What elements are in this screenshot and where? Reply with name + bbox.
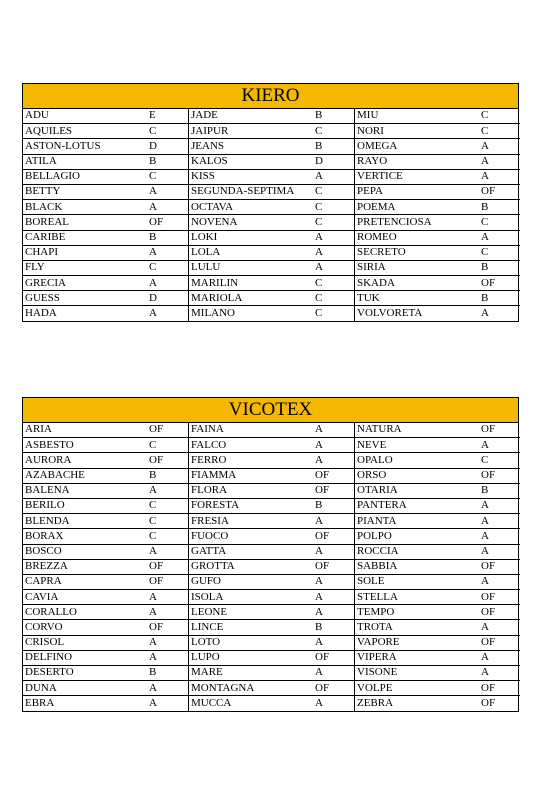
item-code: OF (145, 559, 189, 574)
item-name: TUK (355, 291, 478, 306)
item-name: VOLPE (355, 681, 478, 696)
item-code: OF (477, 681, 520, 696)
item-code: C (311, 215, 355, 230)
item-name: LINCE (189, 620, 312, 635)
item-code: B (477, 291, 520, 306)
item-name: MIU (355, 109, 478, 124)
item-code: B (145, 666, 189, 681)
item-code: A (311, 605, 355, 620)
item-code: A (311, 544, 355, 559)
item-code: A (481, 306, 489, 319)
item-code: D (145, 291, 189, 306)
item-code: A (477, 438, 520, 453)
table-title: KIERO (23, 84, 518, 109)
item-name: ROCCIA (355, 544, 478, 559)
item-name: VISONE (355, 666, 478, 681)
item-code: C (145, 124, 189, 139)
item-code: A (145, 483, 189, 498)
item-name: MARIOLA (189, 291, 312, 306)
item-code: OF (477, 559, 520, 574)
item-name: OTARIA (355, 483, 478, 498)
item-code: OF (145, 423, 189, 438)
item-code: A (477, 650, 520, 665)
item-name: VOLVORETA (357, 306, 423, 319)
item-name: NOVENA (189, 215, 312, 230)
item-name: CORVO (23, 620, 145, 635)
table-row (23, 635, 520, 650)
item-name: LULU (189, 260, 312, 275)
item-name: BLENDA (23, 514, 145, 529)
item-code: A (145, 590, 189, 605)
item-name: FAINA (189, 423, 312, 438)
item-code: OF (477, 184, 520, 199)
item-name: ASTON-LOTUS (23, 139, 145, 154)
item-code: OF (145, 453, 189, 468)
item-name: EBRA (25, 696, 55, 709)
item-code: A (311, 245, 355, 260)
item-code: A (145, 184, 189, 199)
item-name: OMEGA (355, 139, 478, 154)
item-name: RAYO (355, 154, 478, 169)
item-name: GROTTA (189, 559, 312, 574)
item-name: AZABACHE (23, 468, 145, 483)
item-code: OF (477, 590, 520, 605)
item-name: CRISOL (23, 635, 145, 650)
item-code: C (477, 245, 520, 260)
table-row (23, 423, 520, 438)
item-name: PRETENCIOSA (355, 215, 478, 230)
item-code: A (311, 260, 355, 275)
item-code: OF (477, 468, 520, 483)
item-code: B (311, 620, 355, 635)
item-code: A (311, 574, 355, 589)
table-row (23, 620, 520, 635)
item-name: MONTAGNA (189, 681, 312, 696)
table-row (23, 154, 520, 169)
item-code: C (477, 215, 520, 230)
item-name: GUFO (189, 574, 312, 589)
item-name: CAPRA (23, 574, 145, 589)
table-row (23, 109, 520, 124)
item-code: C (477, 109, 520, 124)
table-row (23, 169, 520, 184)
item-code: A (311, 514, 355, 529)
vicotex-table-body (23, 423, 520, 711)
item-code: A (145, 306, 189, 321)
item-code: C (311, 306, 355, 321)
item-name: MARE (189, 666, 312, 681)
item-name: SEGUNDA-SEPTIMA (189, 184, 312, 199)
item-name: GATTA (189, 544, 312, 559)
item-name: LOTO (189, 635, 312, 650)
table-row (23, 124, 520, 139)
item-name: NORI (355, 124, 478, 139)
item-code: B (311, 109, 355, 124)
item-code: A (145, 681, 189, 696)
item-code: OF (311, 468, 355, 483)
item-name: FERRO (189, 453, 312, 468)
item-code: B (311, 498, 355, 513)
item-code: C (145, 529, 189, 544)
item-code: A (311, 453, 355, 468)
item-code: D (145, 139, 189, 154)
item-name: MUCCA (191, 696, 232, 709)
table-row (23, 200, 520, 215)
table-row (23, 650, 520, 665)
item-code: B (477, 483, 520, 498)
table-row (23, 605, 520, 620)
item-name: DESERTO (23, 666, 145, 681)
item-name: JAIPUR (189, 124, 312, 139)
item-code: A (311, 423, 355, 438)
table-row (23, 230, 520, 245)
item-name: BERILO (23, 498, 145, 513)
item-name: ROMEO (355, 230, 478, 245)
item-name: NATURA (355, 423, 478, 438)
item-code: A (145, 605, 189, 620)
item-name: KALOS (189, 154, 312, 169)
item-name: MILANO (191, 306, 235, 319)
item-code: A (477, 529, 520, 544)
item-name: ORSO (355, 468, 478, 483)
table-row (23, 590, 520, 605)
item-name: AQUILES (23, 124, 145, 139)
table-row (23, 215, 520, 230)
item-name: JEANS (189, 139, 312, 154)
item-name: ZEBRA (357, 696, 394, 709)
table-row (23, 276, 520, 291)
item-code: A (311, 696, 355, 711)
table-row (23, 453, 520, 468)
item-name: BELLAGIO (23, 169, 145, 184)
item-name: BORAX (23, 529, 145, 544)
item-name: JADE (189, 109, 312, 124)
item-name: ADU (23, 109, 145, 124)
item-code: A (477, 154, 520, 169)
item-code: A (145, 245, 189, 260)
item-name: FORESTA (189, 498, 312, 513)
item-name: TROTA (355, 620, 478, 635)
item-code: OF (477, 635, 520, 650)
item-code: OF (311, 529, 355, 544)
item-code: A (477, 620, 520, 635)
item-code: A (477, 498, 520, 513)
item-name: CORALLO (23, 605, 145, 620)
item-name: CHAPI (23, 245, 145, 260)
item-name: PEPA (355, 184, 478, 199)
item-code: OF (311, 650, 355, 665)
item-name: LEONE (189, 605, 312, 620)
item-code: C (311, 184, 355, 199)
item-name: LUPO (189, 650, 312, 665)
item-name: ASBESTO (23, 438, 145, 453)
item-name: TEMPO (355, 605, 478, 620)
item-code: A (311, 590, 355, 605)
item-code: A (477, 230, 520, 245)
item-code: A (311, 666, 355, 681)
item-name: LOKI (189, 230, 312, 245)
item-code: C (145, 514, 189, 529)
item-code: C (145, 498, 189, 513)
item-code: B (145, 154, 189, 169)
item-code: OF (145, 215, 189, 230)
table-row (23, 184, 520, 199)
item-code: D (311, 154, 355, 169)
item-name: AURORA (23, 453, 145, 468)
item-name: BREZZA (23, 559, 145, 574)
item-name: CAVIA (23, 590, 145, 605)
table-row (23, 260, 520, 275)
item-name: BALENA (23, 483, 145, 498)
item-name: NEVE (355, 438, 478, 453)
item-name: LOLA (189, 245, 312, 260)
item-code: C (477, 124, 520, 139)
table-row (23, 666, 520, 681)
table-row (23, 306, 520, 321)
item-code: C (145, 260, 189, 275)
item-name: FLORA (189, 483, 312, 498)
item-name: OCTAVA (189, 200, 312, 215)
item-code: A (477, 544, 520, 559)
item-name: ARIA (23, 423, 145, 438)
table-row (23, 559, 520, 574)
table-title: VICOTEX (23, 398, 518, 423)
item-code: A (477, 666, 520, 681)
item-code: A (311, 230, 355, 245)
item-code: C (311, 200, 355, 215)
item-name: HADA (25, 306, 57, 319)
item-code: A (477, 169, 520, 184)
item-code: OF (477, 605, 520, 620)
item-name: VIPERA (355, 650, 478, 665)
item-name: ATILA (23, 154, 145, 169)
item-code: C (145, 438, 189, 453)
table-row (23, 468, 520, 483)
item-code: A (145, 696, 189, 711)
item-name: MARILIN (189, 276, 312, 291)
item-name: SECRETO (355, 245, 478, 260)
item-code: C (145, 169, 189, 184)
item-name: SABBIA (355, 559, 478, 574)
item-code: A (311, 635, 355, 650)
table-row (23, 498, 520, 513)
item-code: OF (145, 620, 189, 635)
item-name: BOSCO (23, 544, 145, 559)
table-row (23, 514, 520, 529)
item-name: BETTY (23, 184, 145, 199)
table-row (23, 696, 520, 711)
item-name: GUESS (23, 291, 145, 306)
item-code: OF (477, 423, 520, 438)
item-code: B (311, 139, 355, 154)
item-name: FLY (23, 260, 145, 275)
table-row (23, 139, 520, 154)
kiero-table-body (23, 109, 520, 321)
table-row (23, 544, 520, 559)
item-code: A (145, 650, 189, 665)
item-code: A (145, 544, 189, 559)
item-name: FUOCO (189, 529, 312, 544)
item-code: A (145, 200, 189, 215)
item-name: BLACK (23, 200, 145, 215)
item-code: C (311, 124, 355, 139)
item-code: C (477, 453, 520, 468)
item-name: VERTICE (355, 169, 478, 184)
item-code: A (145, 276, 189, 291)
item-name: OPALO (355, 453, 478, 468)
item-code: OF (477, 276, 520, 291)
item-code: B (145, 468, 189, 483)
item-code: A (145, 635, 189, 650)
item-name: DELFINO (23, 650, 145, 665)
table-row (23, 291, 520, 306)
item-name: DUNA (23, 681, 145, 696)
item-name: PANTERA (355, 498, 478, 513)
item-code: A (477, 139, 520, 154)
item-code: OF (145, 574, 189, 589)
item-name: GRECIA (23, 276, 145, 291)
kiero-table (22, 83, 519, 322)
table-row (23, 483, 520, 498)
item-name: POLPO (355, 529, 478, 544)
item-name: SOLE (355, 574, 478, 589)
item-code: A (311, 438, 355, 453)
item-code: C (311, 291, 355, 306)
item-code: B (477, 200, 520, 215)
item-code: OF (311, 681, 355, 696)
item-code: B (477, 260, 520, 275)
item-code: A (477, 514, 520, 529)
item-code: OF (311, 559, 355, 574)
item-name: ISOLA (189, 590, 312, 605)
item-name: VAPORE (355, 635, 478, 650)
table-row (23, 574, 520, 589)
table-row (23, 438, 520, 453)
item-code: E (145, 109, 189, 124)
item-code: B (145, 230, 189, 245)
item-name: PIANTA (355, 514, 478, 529)
item-name: CARIBE (23, 230, 145, 245)
item-name: STELLA (355, 590, 478, 605)
item-name: FRESIA (189, 514, 312, 529)
vicotex-table (22, 397, 519, 712)
table-row (23, 681, 520, 696)
item-name: FALCO (189, 438, 312, 453)
item-code: A (477, 574, 520, 589)
item-code: A (311, 169, 355, 184)
item-name: FIAMMA (189, 468, 312, 483)
item-code: OF (311, 483, 355, 498)
table-row (23, 529, 520, 544)
item-name: SKADA (355, 276, 478, 291)
item-code: OF (481, 696, 496, 709)
item-name: SIRIA (355, 260, 478, 275)
item-name: KISS (189, 169, 312, 184)
table-row (23, 245, 520, 260)
item-code: C (311, 276, 355, 291)
item-name: BOREAL (23, 215, 145, 230)
item-name: POEMA (355, 200, 478, 215)
